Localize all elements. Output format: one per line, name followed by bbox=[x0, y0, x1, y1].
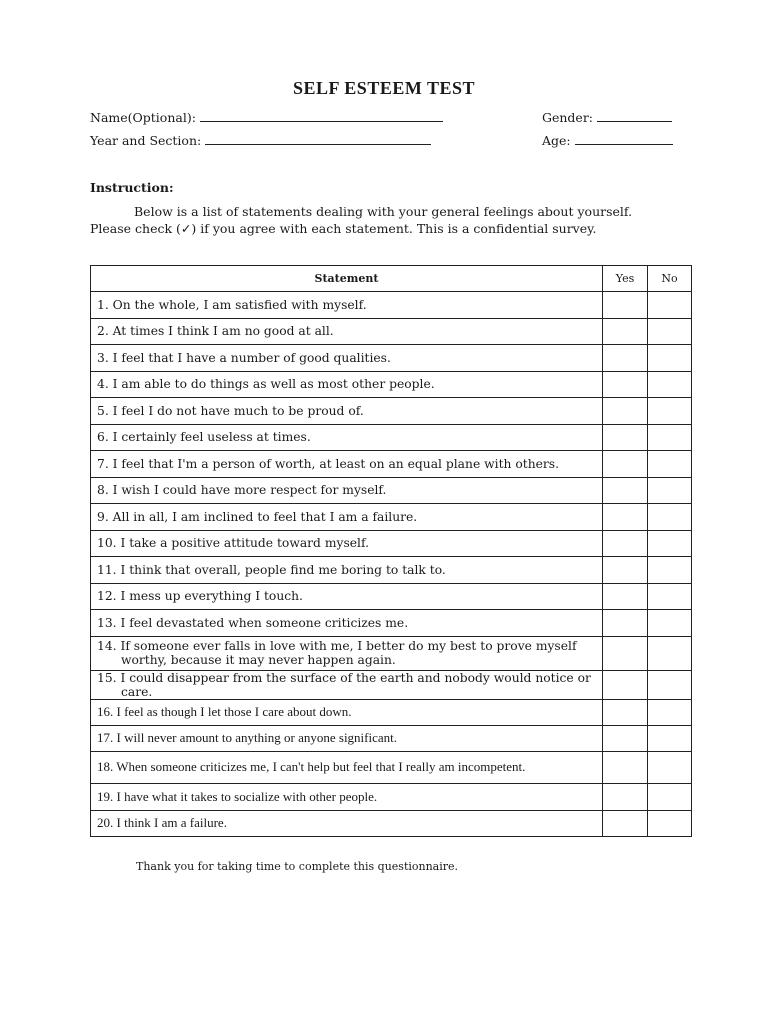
yes-checkbox[interactable] bbox=[603, 318, 648, 345]
table-row bbox=[91, 557, 692, 584]
statement-text bbox=[91, 636, 603, 670]
table-row bbox=[91, 318, 692, 345]
no-checkbox[interactable] bbox=[648, 424, 692, 451]
statement-text: 3. I feel that I have a number of good qualities. bbox=[91, 345, 603, 372]
yes-checkbox[interactable] bbox=[603, 810, 648, 837]
yes-checkbox[interactable] bbox=[603, 783, 648, 810]
table-row bbox=[91, 699, 692, 725]
no-checkbox[interactable] bbox=[648, 783, 692, 810]
yes-checkbox[interactable] bbox=[603, 725, 648, 752]
yes-checkbox[interactable] bbox=[603, 504, 648, 531]
age-field bbox=[542, 133, 673, 148]
no-checkbox[interactable] bbox=[648, 345, 692, 372]
yes-checkbox[interactable] bbox=[603, 636, 648, 670]
year-section-label: Year and Section: bbox=[90, 133, 202, 148]
yes-checkbox[interactable] bbox=[603, 345, 648, 372]
table-row bbox=[91, 810, 692, 837]
statement-text-hanging: 15. I could disappear from the surface of the earth and nobody would notice or care. bbox=[97, 670, 591, 699]
yes-checkbox[interactable] bbox=[603, 583, 648, 610]
yes-checkbox[interactable] bbox=[603, 557, 648, 584]
name-field bbox=[90, 110, 443, 125]
age-label: Age: bbox=[542, 133, 571, 148]
thank-you-note: Thank you for taking time to complete this questionnaire. bbox=[136, 860, 459, 873]
no-checkbox[interactable] bbox=[648, 530, 692, 557]
statement-text: 7. I feel that I'm a person of worth, at least on an equal plane with others. bbox=[91, 451, 603, 478]
table-row bbox=[91, 477, 692, 504]
yes-checkbox[interactable] bbox=[603, 292, 648, 319]
statement-text: 9. All in all, I am inclined to feel that I am a failure. bbox=[91, 504, 603, 531]
table-row bbox=[91, 345, 692, 372]
gender-field bbox=[542, 110, 672, 125]
statement-header: Statement bbox=[91, 266, 603, 292]
no-header: No bbox=[648, 266, 692, 292]
name-input-line[interactable] bbox=[200, 111, 443, 122]
table-row bbox=[91, 610, 692, 637]
yes-header: Yes bbox=[603, 266, 648, 292]
yes-checkbox[interactable] bbox=[603, 451, 648, 478]
table-row bbox=[91, 292, 692, 319]
table-row bbox=[91, 670, 692, 699]
statement-text: 11. I think that overall, people find me boring to talk to. bbox=[91, 557, 603, 584]
statement-text-hanging: 14. If someone ever falls in love with me, I better do my best to prove myself worthy, because it may never happen again. bbox=[97, 639, 577, 667]
no-checkbox[interactable] bbox=[648, 451, 692, 478]
statement-text: 6. I certainly feel useless at times. bbox=[91, 424, 603, 451]
statement-text: 19. I have what it takes to socialize with other people. bbox=[91, 783, 603, 810]
table-row bbox=[91, 451, 692, 478]
statement-text: 1. On the whole, I am satisfied with myself. bbox=[91, 292, 603, 319]
yes-checkbox[interactable] bbox=[603, 477, 648, 504]
name-label: Name(Optional): bbox=[90, 110, 196, 125]
statement-text: 10. I take a positive attitude toward myself. bbox=[91, 530, 603, 557]
no-checkbox[interactable] bbox=[648, 810, 692, 837]
no-checkbox[interactable] bbox=[648, 752, 692, 784]
statement-text: 2. At times I think I am no good at all. bbox=[91, 318, 603, 345]
table-header-row bbox=[91, 266, 692, 292]
no-checkbox[interactable] bbox=[648, 725, 692, 752]
table-row bbox=[91, 583, 692, 610]
yes-checkbox[interactable] bbox=[603, 699, 648, 725]
no-checkbox[interactable] bbox=[648, 477, 692, 504]
no-checkbox[interactable] bbox=[648, 318, 692, 345]
yes-checkbox[interactable] bbox=[603, 424, 648, 451]
no-checkbox[interactable] bbox=[648, 557, 692, 584]
instruction-line-1: Below is a list of statements dealing with your general feelings about yourself. bbox=[134, 204, 633, 219]
statement-text: 17. I will never amount to anything or anyone significant. bbox=[91, 725, 603, 752]
instruction-label: Instruction: bbox=[90, 180, 174, 195]
no-checkbox[interactable] bbox=[648, 636, 692, 670]
table-row bbox=[91, 783, 692, 810]
table-row bbox=[91, 636, 692, 670]
age-input-line[interactable] bbox=[575, 134, 673, 145]
no-checkbox[interactable] bbox=[648, 610, 692, 637]
table-row bbox=[91, 530, 692, 557]
yes-checkbox[interactable] bbox=[603, 398, 648, 425]
statement-text: 12. I mess up everything I touch. bbox=[91, 583, 603, 610]
yes-checkbox[interactable] bbox=[603, 371, 648, 398]
instruction-text bbox=[90, 203, 680, 237]
no-checkbox[interactable] bbox=[648, 292, 692, 319]
no-checkbox[interactable] bbox=[648, 371, 692, 398]
table-row bbox=[91, 504, 692, 531]
gender-label: Gender: bbox=[542, 110, 594, 125]
no-checkbox[interactable] bbox=[648, 699, 692, 725]
yes-checkbox[interactable] bbox=[603, 610, 648, 637]
table-row bbox=[91, 398, 692, 425]
year-section-input-line[interactable] bbox=[205, 134, 431, 145]
statement-text-hanging: 18. When someone criticizes me, I can't help but feel that I really am incompetent. bbox=[97, 759, 526, 775]
yes-checkbox[interactable] bbox=[603, 670, 648, 699]
statement-text bbox=[91, 752, 603, 784]
survey-table bbox=[90, 265, 692, 837]
instruction-line-2: Please check (✓) if you agree with each statement. This is a confidential survey. bbox=[90, 221, 597, 236]
statement-text: 8. I wish I could have more respect for myself. bbox=[91, 477, 603, 504]
statement-text: 16. I feel as though I let those I care about down. bbox=[91, 699, 603, 725]
no-checkbox[interactable] bbox=[648, 583, 692, 610]
statement-text: 5. I feel I do not have much to be proud of. bbox=[91, 398, 603, 425]
table-row bbox=[91, 424, 692, 451]
statement-text: 13. I feel devastated when someone criticizes me. bbox=[91, 610, 603, 637]
table-row bbox=[91, 752, 692, 784]
page-title: SELF ESTEEM TEST bbox=[292, 78, 476, 98]
gender-input-line[interactable] bbox=[597, 111, 672, 122]
yes-checkbox[interactable] bbox=[603, 530, 648, 557]
no-checkbox[interactable] bbox=[648, 670, 692, 699]
statement-text: 20. I think I am a failure. bbox=[91, 810, 603, 837]
table-row bbox=[91, 371, 692, 398]
no-checkbox[interactable] bbox=[648, 398, 692, 425]
year-section-field bbox=[90, 133, 431, 148]
table-row bbox=[91, 725, 692, 752]
statement-text: 4. I am able to do things as well as most other people. bbox=[91, 371, 603, 398]
yes-checkbox[interactable] bbox=[603, 752, 648, 784]
statement-text bbox=[91, 670, 603, 699]
no-checkbox[interactable] bbox=[648, 504, 692, 531]
